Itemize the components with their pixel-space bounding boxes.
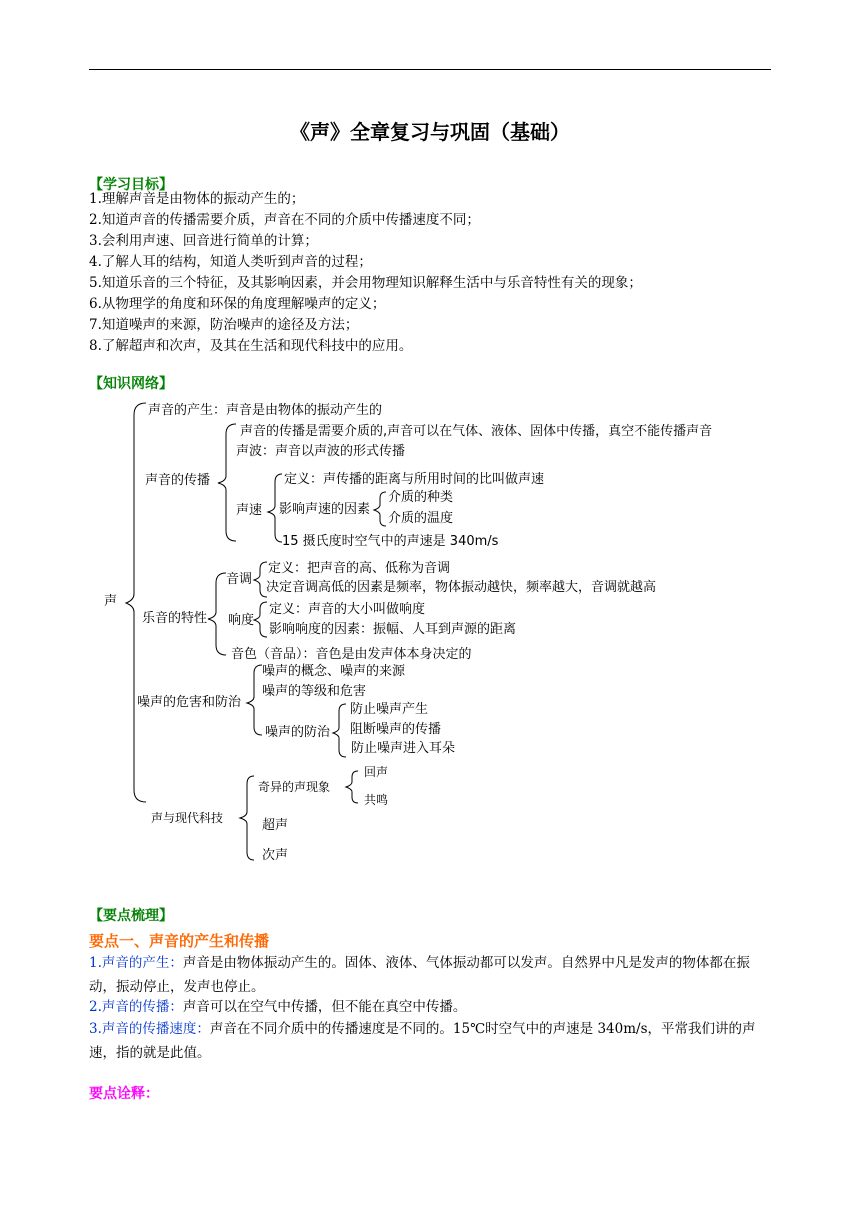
tree-pitch-item: 决定音调高低的因素是频率，物体振动越快，频率越大，音调就越高: [266, 580, 657, 595]
tree-tech: 声与现代科技: [151, 811, 224, 825]
tree-loud-item: 定义：声音的大小叫做响度: [269, 602, 426, 617]
keypoints-heading: 【要点梳理】: [89, 908, 173, 924]
goal-item: 3.会利用声速、回音进行简单的计算；: [89, 233, 318, 249]
tree-timbre: 音色（音品）：音色是由发声体本身决定的: [231, 647, 472, 662]
tree-loud: 响度: [228, 613, 255, 628]
goals-heading: 【学习目标】: [89, 177, 173, 193]
tree-noise-control-item: 防止噪声进入耳朵: [351, 741, 456, 756]
tree-speed: 声速: [236, 503, 263, 518]
tree-loud-item: 影响响度的因素：振幅、人耳到声源的距离: [269, 622, 517, 637]
page-title: 《声》全章复习与巩固（基础）: [290, 120, 570, 144]
tree-pitch: 音调: [226, 572, 253, 587]
tree-speed-air: 15 摄氏度时空气中的声速是 340m/s: [282, 534, 499, 549]
tree-produce: 声音的产生：声音是由物体的振动产生的: [148, 403, 383, 418]
keypoint-text: 声音是由物体振动产生的。固体、液体、气体振动都可以发声。自然界中凡是发声的物体都在振动，振动停止，发声也停止。: [89, 955, 750, 995]
keypoint-paragraph: [89, 995, 773, 1019]
goal-item: 4.了解人耳的结构，知道人类听到声音的过程；: [89, 254, 372, 270]
tree-noise: 噪声的危害和防治: [137, 695, 242, 710]
tree-spread-wave: 声波：声音以声波的形式传播: [236, 444, 406, 459]
tree-noise-item: 噪声的概念、噪声的来源: [262, 664, 406, 679]
goal-item: 7.知道噪声的来源，防治噪声的途径及方法；: [89, 317, 359, 333]
tree-tech-odd-item: 回声: [364, 765, 389, 779]
keypoint-text: 声音可以在空气中传播，但不能在真空中传播。: [182, 999, 467, 1015]
tree-noise-control-item: 防止噪声产生: [350, 702, 429, 717]
tree-noise-control: 噪声的防治: [265, 725, 331, 740]
header-rule: [89, 69, 771, 70]
tree-spread-medium: 声音的传播是需要介质的,声音可以在气体、液体、固体中传播，真空不能传播声音: [240, 424, 713, 439]
tree-noise-item: 噪声的等级和危害: [262, 684, 367, 699]
goal-item: 1.理解声音是由物体的振动产生的；: [89, 191, 305, 207]
tree-music: 乐音的特性: [142, 611, 208, 626]
keypoint-label: 3.声音的传播速度：: [89, 1021, 210, 1037]
tree-noise-control-item: 阻断噪声的传播: [350, 722, 442, 737]
keypoint-label: 1.声音的产生：: [89, 955, 183, 971]
keypoint-paragraph: [89, 951, 773, 999]
goal-item: 5.知道乐音的三个特征，及其影响因素，并会用物理知识解释生活中与乐音特性有关的现象；: [89, 275, 642, 291]
goal-item: 6.从物理学的角度和环保的角度理解噪声的定义；: [89, 296, 386, 312]
tree-tech-odd-item: 共鸣: [364, 793, 389, 807]
tree-spread: 声音的传播: [145, 473, 211, 488]
goal-item: 8.了解超声和次声，及其在生活和现代科技中的应用。: [89, 338, 413, 354]
tree-pitch-item: 定义：把声音的高、低称为音调: [268, 561, 451, 576]
tree-tech-ultra: 超声: [262, 818, 289, 833]
tree-root: 声: [104, 594, 118, 609]
tree-tech-odd: 奇异的声现象: [258, 780, 331, 794]
goals-list: [89, 189, 642, 357]
keypoint-explain-heading: 要点诠释：: [89, 1086, 159, 1102]
network-heading: 【知识网络】: [89, 376, 173, 392]
keypoint-text: 声音在不同介质中的传播速度是不同的。15℃时空气中的声速是 340m/s，平常我们讲的声速，指的就是此值。: [89, 1021, 756, 1061]
tree-speed-factor-item: 介质的种类: [388, 490, 454, 505]
goal-item: 2.知道声音的传播需要介质，声音在不同的介质中传播速度不同；: [89, 212, 480, 228]
tree-speed-factor: 影响声速的因素: [279, 502, 371, 517]
tree-tech-infra: 次声: [262, 848, 289, 863]
keypoint-paragraph: [89, 1017, 773, 1065]
tree-speed-def: 定义：声传播的距离与所用时间的比叫做声速: [284, 472, 545, 487]
keypoint-one-heading: 要点一、声音的产生和传播: [89, 932, 270, 950]
tree-speed-factor-item: 介质的温度: [388, 511, 454, 526]
keypoint-label: 2.声音的传播：: [89, 999, 183, 1015]
